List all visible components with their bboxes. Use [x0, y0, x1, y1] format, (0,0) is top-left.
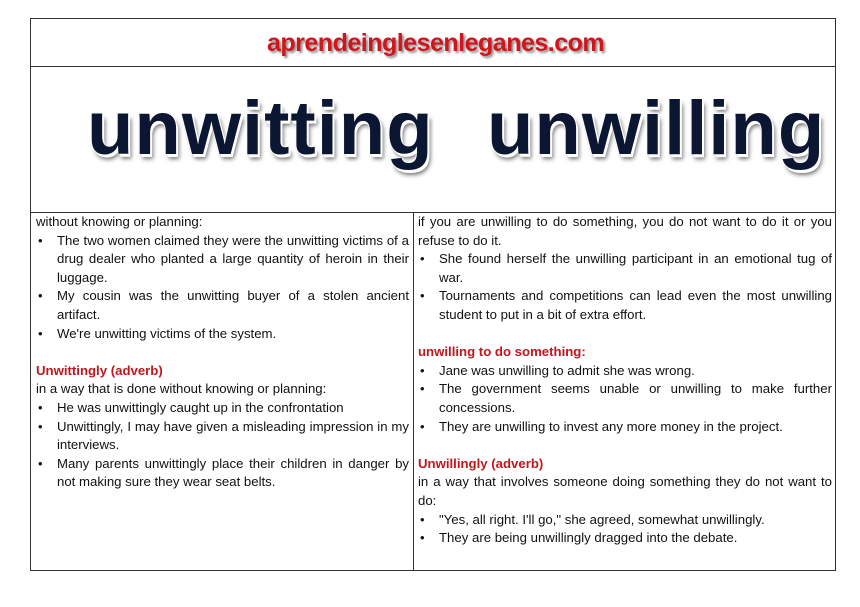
word-unwitting: unwitting — [87, 86, 434, 171]
list-item: • The two women claimed they were the unwitting victims of a drug dealer who planted a large quantity of heroin in their luggage. — [36, 232, 409, 288]
list-item: • "Yes, all right. I'll go," she agreed, somewhat unwillingly. — [418, 511, 832, 530]
vocabulary-sheet — [30, 18, 836, 571]
list-item: • Many parents unwittingly place their children in danger by not making sure they wear seat belts. — [36, 455, 409, 492]
right-column — [414, 213, 836, 548]
list-item: • Tournaments and competitions can lead even the most unwilling student to put in a bit of extra effort. — [418, 287, 832, 324]
list-item: • Jane was unwilling to admit she was wrong. — [418, 362, 832, 381]
right-adverb-definition: in a way that involves someone doing something they do not want to do: — [418, 474, 832, 508]
spacer — [36, 343, 409, 362]
spacer — [418, 325, 832, 344]
site-title: aprendeinglesenleganes.com — [267, 29, 605, 57]
left-adverb-examples — [36, 399, 409, 492]
left-adverb-heading: Unwittingly (adverb) — [36, 362, 163, 378]
left-examples — [36, 232, 409, 344]
site-header-row — [31, 19, 835, 67]
list-item: • We're unwitting victims of the system. — [36, 325, 409, 344]
right-adverb-heading: Unwillingly (adverb) — [418, 455, 544, 471]
right-phrase-examples — [418, 362, 832, 436]
left-adverb-definition: in a way that is done without knowing or planning: — [36, 381, 327, 397]
left-definition: without knowing or planning: — [36, 214, 203, 229]
right-definition: if you are unwilling to do something, you do not want to do it or you refuse to do it. — [418, 214, 832, 248]
list-item: • The government seems unable or unwilling to make further concessions. — [418, 380, 832, 417]
left-column — [31, 213, 414, 571]
list-item: • They are being unwillingly dragged into the debate. — [418, 529, 832, 548]
list-item: • She found herself the unwilling participant in an emotional tug of war. — [418, 250, 832, 287]
list-item: • They are unwilling to invest any more money in the project. — [418, 418, 832, 437]
right-adverb-examples — [418, 511, 832, 548]
right-examples — [418, 250, 832, 324]
list-item: • My cousin was the unwitting buyer of a stolen ancient artifact. — [36, 287, 409, 324]
right-phrase-heading: unwilling to do something: — [418, 344, 586, 360]
list-item: • Unwittingly, I may have given a misleading impression in my interviews. — [36, 418, 409, 455]
list-item: • He was unwittingly caught up in the confrontation — [36, 399, 409, 418]
words-header-row — [31, 67, 835, 213]
spacer — [418, 436, 832, 455]
word-unwilling: unwilling — [487, 86, 826, 171]
